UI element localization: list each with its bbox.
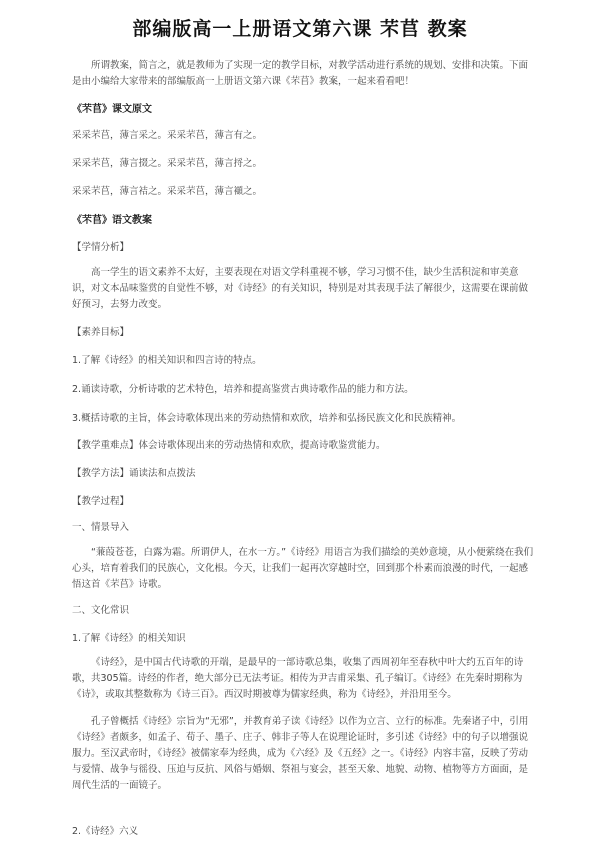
- section-student-analysis: 【学情分析】: [72, 242, 130, 253]
- document-title: 部编版高一上册语文第六课 芣苢 教案: [132, 18, 468, 40]
- section-literacy-goals: 【素养目标】: [72, 327, 130, 338]
- intro-paragraph: 所谓教案，简言之，就是教师为了实现一定的教学目标，对教学活动进行系统的规划、安排和决策。下面是由小编给大家带来的部编版高一上册语文第六课《芣苢》教案，一起来看看吧！: [72, 60, 529, 87]
- subsection-six-principles: 2.《诗经》六义: [72, 826, 139, 837]
- heading-original-text: 《芣苢》课文原文: [72, 104, 152, 115]
- shijing-paragraph-2: 孔子曾概括《诗经》宗旨为“无邪”，并教育弟子读《诗经》以作为立言、立行的标准。先秦诸子中，引用《诗经》者颇多，如孟子、荀子、墨子、庄子、韩非子等人在说理论证时，多引述《诗经》中的句子以增强说服力。至汉武帝时，《诗经》被儒家奉为经典，成为《六经》及《五经》之一。《诗经》内容丰富，反映了劳动与爱情、战争与徭役、压迫与反抗、风俗与婚姻、祭祖与宴会，甚至天象、地貌、动物、植物等方方面面，是周代生活的一面镜子。: [72, 716, 529, 791]
- intro-scenario-paragraph: “蒹葭苍苍，白露为霜。所谓伊人，在水一方。”《诗经》用语言为我们描绘的美妙意境，从小便萦绕在我们心头，培育着我们的民族心，文化根。今天，让我们一起再次穿越时空，回到那个朴素而浪漫的时代，一起感悟这首《芣苢》诗歌。: [72, 547, 534, 590]
- poem-line-1: 采采芣苢，薄言采之。采采芣苢，薄言有之。: [72, 130, 263, 141]
- step-two-culture: 二、文化常识: [72, 605, 130, 616]
- key-difficulties: 【教学重难点】体会诗歌体现出来的劳动热情和欢欣，提高诗歌鉴赏能力。: [72, 440, 386, 451]
- section-teaching-process: 【教学过程】: [72, 496, 130, 507]
- student-analysis-paragraph: 高一学生的语文素养不太好，主要表现在对语文学科重视不够，学习习惯不佳，缺少生活积淀和审美意识，对文本品味鉴赏的自觉性不够，对《诗经》的有关知识，特别是对其表现手法了解很少，这需要在课前做好预习，去努力改变。: [72, 267, 529, 310]
- teaching-methods: 【教学方法】诵读法和点拨法: [72, 468, 196, 479]
- subsection-shijing-knowledge: 1.了解《诗经》的相关知识: [72, 633, 186, 644]
- poem-line-3: 采采芣苢，薄言袺之。采采芣苢，薄言襭之。: [72, 186, 263, 197]
- goal-item-2: 2.诵读诗歌，分析诗歌的艺术特色，培养和提高鉴赏古典诗歌作品的能力和方法。: [72, 384, 414, 395]
- goal-item-1: 1.了解《诗经》的相关知识和四言诗的特点。: [72, 355, 262, 366]
- shijing-paragraph-1: 《诗经》，是中国古代诗歌的开端，是最早的一部诗歌总集，收集了西周初年至春秋中叶大约五百年的诗歌，共305篇。诗经的作者，绝大部分已无法考证。相传为尹吉甫采集、孔子编订。《诗经》在先秦时期称为《诗》，或取其整数称为《诗三百》。西汉时期被尊为儒家经典，称为《诗经》，并沿用至今。: [72, 657, 524, 700]
- heading-teaching-plan: 《芣苢》语文教案: [72, 215, 152, 226]
- step-one-intro: 一、情景导入: [72, 522, 130, 533]
- goal-item-3: 3.概括诗歌的主旨，体会诗歌体现出来的劳动热情和欢欣，培养和弘扬民族文化和民族精神。: [72, 413, 462, 424]
- poem-line-2: 采采芣苢，薄言掇之。采采芣苢，薄言捋之。: [72, 158, 263, 169]
